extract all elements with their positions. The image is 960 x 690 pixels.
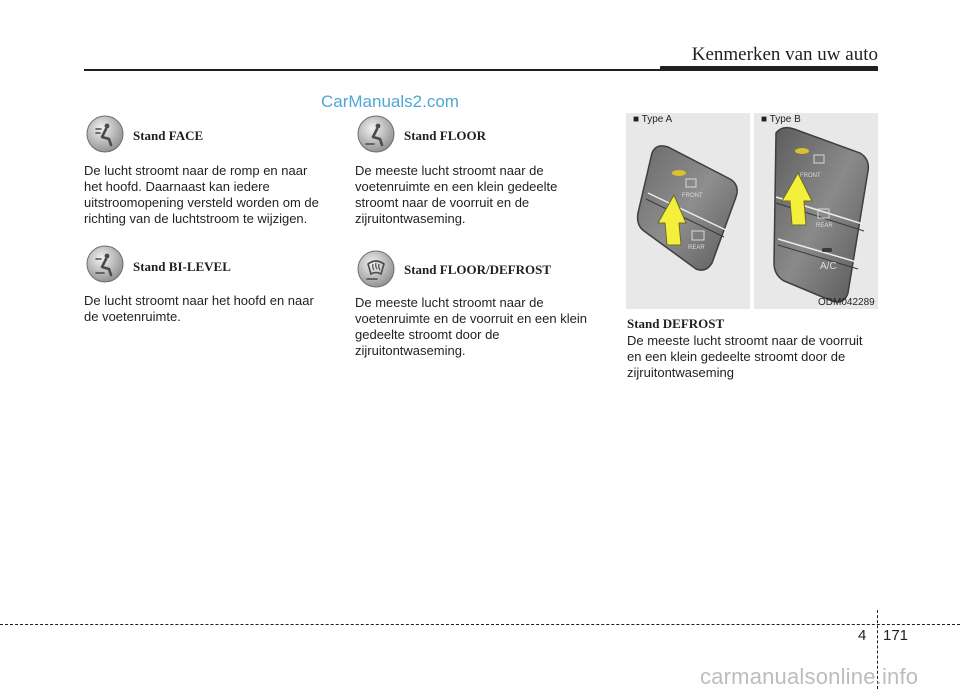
watermark-top[interactable]: CarManuals2.com [321, 92, 459, 111]
text-face-line: het hoofd. Daarnaast kan iedere [84, 179, 270, 194]
text-floor-defrost-line: zijruitontwaseming. [355, 343, 466, 358]
text-defrost-line: en een klein gedeelte stroomt door de [627, 349, 846, 364]
panel-b-front-label: FRONT [800, 173, 821, 179]
floor-vent-icon [357, 115, 395, 153]
page-number: 171 [883, 627, 909, 644]
footer-rule [0, 624, 960, 625]
text-defrost-line: zijruitontwaseming [627, 365, 734, 380]
text-floor-defrost-line: gedeelte stroomt door de [355, 327, 500, 342]
text-floor-line: voetenruimte en een klein gedeelte [355, 179, 558, 194]
text-floor-defrost [355, 295, 604, 359]
watermark-bottom[interactable]: carmanualsonline.info [700, 664, 919, 689]
panel-b-rear-label: REAR [816, 223, 833, 229]
figure-type-b-label: ■ Type B [761, 114, 801, 125]
chapter-number: 4 [858, 627, 867, 644]
text-face-line: De lucht stroomt naar de romp en naar [84, 163, 308, 178]
text-floor-line: stroomt naar de voorruit en de [355, 195, 530, 210]
text-bi-level [84, 293, 334, 325]
heading-face: Stand FACE [133, 128, 204, 143]
figure-code: ODM042289 [818, 297, 875, 308]
panel-b-indicator [795, 148, 809, 154]
bi-level-vent-icon [86, 245, 124, 283]
heading-floor: Stand FLOOR [404, 128, 486, 143]
text-defrost-line: De meeste lucht stroomt naar de voorruit [627, 333, 863, 348]
defrost-switch-figure [626, 113, 878, 309]
floor-defrost-vent-icon [357, 250, 395, 288]
figure-type-a-label: ■ Type A [633, 114, 673, 125]
text-floor-defrost-line: voetenruimte en de voorruit en een klein [355, 311, 587, 326]
panel-a-front-label: FRONT [682, 193, 703, 199]
panel-a-indicator [672, 170, 686, 176]
panel-a-rear-label: REAR [688, 245, 705, 251]
text-floor [355, 163, 604, 227]
panel-b-ac-indicator [822, 248, 832, 252]
heading-bi-level: Stand BI-LEVEL [133, 259, 231, 274]
running-header: Kenmerken van uw auto [691, 44, 878, 65]
text-face-line: richting van de luchtstroom te wijzigen. [84, 211, 308, 226]
text-defrost [627, 333, 878, 381]
text-bi-level-line: De lucht stroomt naar het hoofd en naar [84, 293, 314, 308]
text-floor-defrost-line: De meeste lucht stroomt naar de [355, 295, 544, 310]
text-face-line: uitstroomopening versteld worden om de [84, 195, 319, 210]
text-face [84, 163, 334, 227]
header-rule-accent [660, 66, 878, 71]
heading-floor-defrost: Stand FLOOR/DEFROST [404, 262, 552, 277]
text-floor-line: zijruitontwaseming. [355, 211, 466, 226]
panel-b-ac-label: A/C [820, 261, 837, 272]
face-vent-icon [86, 115, 124, 153]
text-bi-level-line: de voetenruimte. [84, 309, 181, 324]
heading-defrost: Stand DEFROST [627, 316, 725, 331]
text-floor-line: De meeste lucht stroomt naar de [355, 163, 544, 178]
